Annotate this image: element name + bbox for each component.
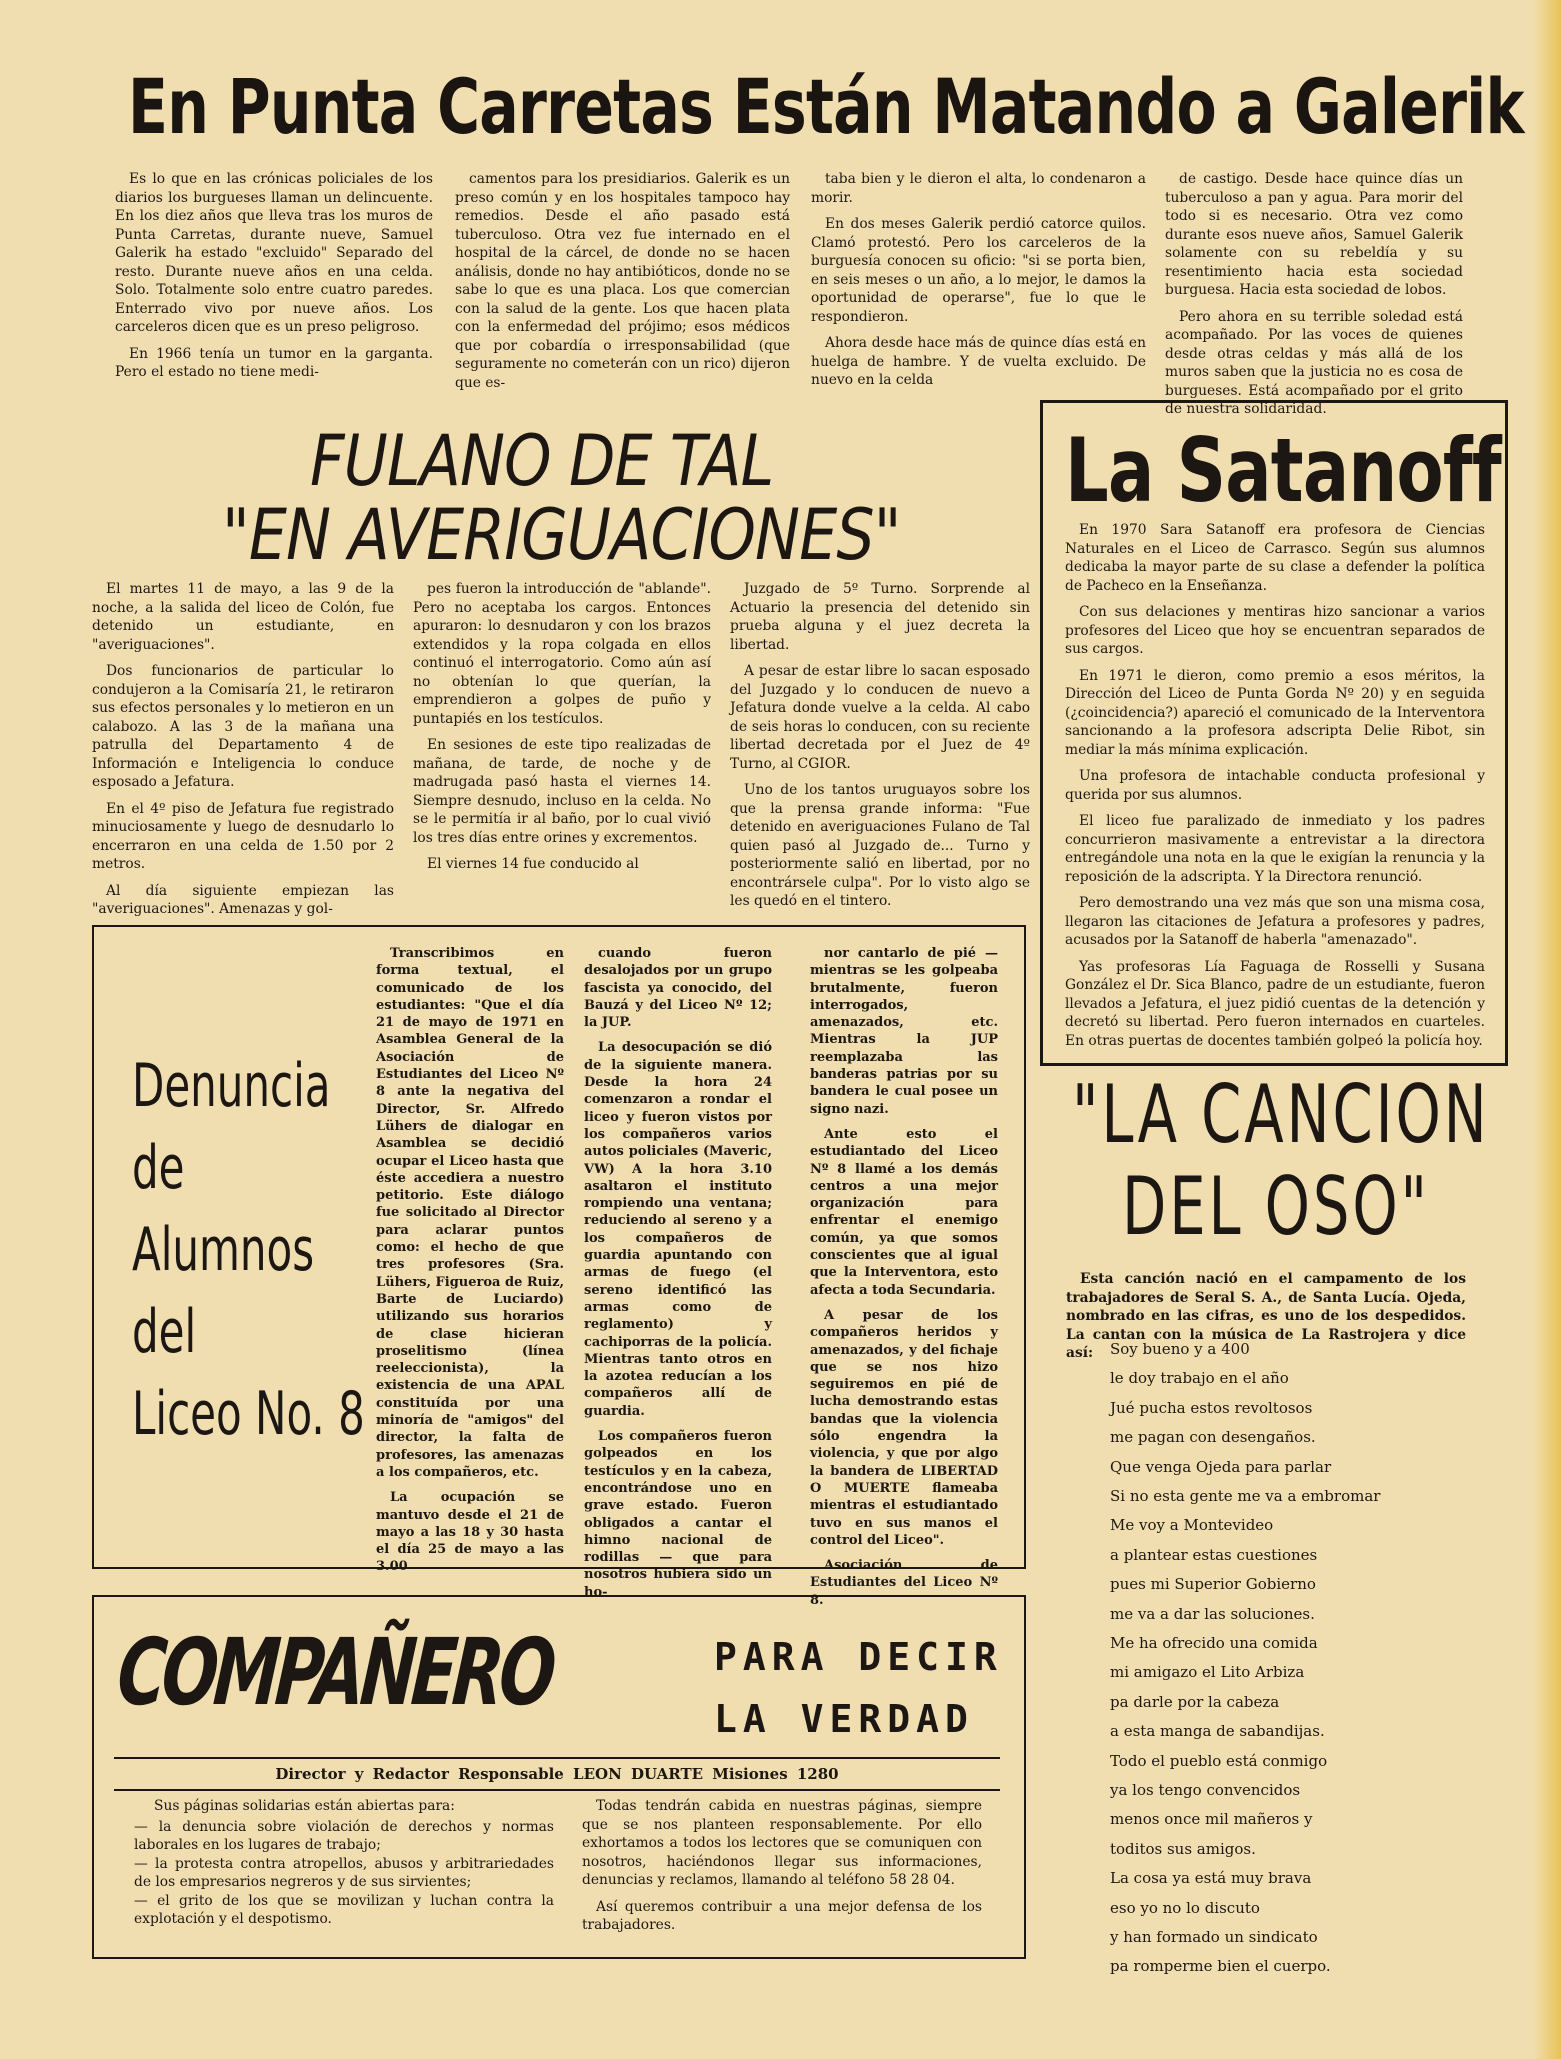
galerik-paragraph: Ahora desde hace más de quince días está en huelga de hambre. Y de vuelta excluido. De nuevo en la celda	[811, 335, 1146, 388]
denuncia-paragraph: Los compañeros fueron golpeados en los testículos y en la cabeza, encontrándose uno en grave estado. Fueron obligados a cantar el himno nacional de rodillas — que para nosotros hubiera sido un ho-	[584, 1429, 772, 1600]
fulano-headline-line-2: "EN AVERIGUACIONES"	[222, 494, 901, 576]
denuncia-paragraph: La desocupación se dió de la siguiente manera. Desde la hora 24 comenzaron a rondar el liceo y fueron vistos por los compañeros varios autos policiales (Maveric, VW) A la hora 3.10 asaltaron el instituto rompiendo una ventana; reduciendo al sereno y a los compañeros de guardia apuntando con armas de fuego (el sereno identificó las armas como de reglamento) y cachiporras de la policía. Mientras tanto otros en la azotea reducían a los compañeros allí de guardia.	[584, 1040, 772, 1419]
fulano-column-2	[413, 580, 711, 882]
fulano-paragraph: A pesar de estar libre lo sacan esposado del Juzgado y lo conducen de nuevo a Jefatura donde vuelve a la celda. Al cabo de seis horas lo conducen, con su reciente libertad decretada por el Juez de 4º Turno, al CGIOR.	[730, 663, 1030, 772]
denuncia-paragraph: cuando fueron desalojados por un grupo fascista ya conocido, del Bauzá y del Liceo Nº 12; la JUP.	[584, 946, 772, 1031]
fulano-paragraph: Juzgado de 5º Turno. Sorprende al Actuario la presencia del detenido sin prueba alguna y el juez decreta la libertad.	[730, 581, 1030, 653]
companero-left-intro: Sus páginas solidarias están abiertas para:	[154, 1798, 455, 1814]
companero-masthead: Director y Redactor Responsable LEON DUARTE Misiones 1280	[275, 1765, 839, 1783]
song-line: me va a dar las soluciones.	[1110, 1604, 1315, 1623]
fulano-paragraph: El viernes 14 fue conducido al	[427, 856, 639, 872]
companero-right-column	[582, 1797, 982, 1943]
song-line: pa darle por la cabeza	[1110, 1692, 1280, 1711]
fulano-paragraph: pes fueron la introducción de "ablande". Pero no aceptaba los cargos. Entonces apuraron: lo desnudaron y con los brazos extendidos y la ropa colgada en ellos continuó el interrogatorio. Como aún así no obtenían lo que querían, la emprendieron a golpes de puño y puntapiés en los testículos.	[413, 581, 711, 727]
galerik-paragraph: Pero ahora en su terrible soledad está acompañado. Por las voces de quienes desde otras celdas y más allá de los muros saben que la justicia no es cosa de burgueses. Está acompañado por el grito de nuestra solidaridad.	[1165, 308, 1463, 417]
companero-rule	[114, 1757, 1000, 1759]
satanoff-paragraph: En 1970 Sara Satanoff era profesora de Ciencias Naturales en el Liceo de Carrasco. Según sus alumnos dedicaba la mayor parte de su clase a defender la política de Pacheco en la Enseñanza.	[1065, 522, 1485, 594]
denuncia-paragraph: Transcribimos en forma textual, el comunicado de los estudiantes: "Que el día 21 de mayo de 1971 en Asamblea General de la Asociación de Estudiantes del Liceo Nº 8 ante la negativa del Director, Sr. Alfredo Lühers de dialogar en Asamblea se decidió ocupar el Liceo hasta que éste accediera a nuestro petitorio. Este diálogo fue solicitado al Director para aclarar puntos como: el hecho de que tres profesores (Sra. Lühers, Figueroa de Ruiz, Barte de Luciardo) utilizando sus horarios de clase hicieran proselitismo (línea reeleccionista), la existencia de una APAL constituída por una minoría de "amigos" del director, la falta de profesores, las amenazas a los compañeros, etc.	[376, 946, 564, 1480]
song-line: mi amigazo el Lito Arbiza	[1110, 1663, 1305, 1682]
galerik-paragraph: En dos meses Galerik perdió catorce quilos. Clamó protestó. Pero los carceleros de la burguesía conocen su oficio: "si se porta bien, en seis meses o un año, a lo mejor, le damos la oportunidad de operarse", fue lo que le respondieron.	[811, 216, 1146, 325]
companero-paragraph: Todas tendrán cabida en nuestras páginas, siempre que se nos planteen responsablemente. Por ello exhortamos a todos los lectores que se comuniquen con nosotros, haciéndonos llegar sus informaciones, denuncias y reclamos, llamando al teléfono 58 28 04.	[582, 1798, 982, 1888]
companero-ad-box	[92, 1595, 1026, 1959]
cancion-headline-line-2: DEL OSO"	[1122, 1160, 1430, 1253]
song-line: ya los tengo convencidos	[1110, 1781, 1301, 1799]
denuncia-paragraph: Ante esto el estudiantado del Liceo Nº 8 llamé a los demás centros a una mejor organización para enfrentar el enemigo común, ya que somos conscientes que al igual que la Interventora, esto afecta a toda Secundaria.	[810, 1126, 998, 1298]
song-line: Me voy a Montevideo	[1110, 1516, 1274, 1535]
fulano-paragraph: Al día siguiente empiezan las "averiguaciones". Amenazas y gol-	[92, 882, 394, 917]
song-line: pues mi Superior Gobierno	[1110, 1575, 1316, 1594]
song-line: a esta manga de sabandijas.	[1110, 1722, 1325, 1741]
galerik-paragraph: Es lo que en las crónicas policiales de los diarios los burgueses llaman un delincuente. En los diez años que lleva tras los muros de Punta Carretas, durante nueve, Samuel Galerik ha estado "excluido" Separado del resto. Durante nueve años en una celda. Solo. Totalmente solo entre cuatro paredes. Enterrado vivo por nueve años. Los carceleros dicen que es un preso peligroso.	[115, 171, 433, 335]
denuncia-title	[132, 1045, 382, 1455]
denuncia-title-line: Denuncia	[132, 1051, 331, 1121]
song-line: pa romperme bien el cuerpo.	[1110, 1957, 1331, 1976]
page-edge-shading	[1533, 0, 1561, 2059]
satanoff-paragraph: Una profesora de intachable conducta profesional y querida por sus alumnos.	[1065, 768, 1485, 803]
denuncia-paragraph: La ocupación se mantuvo desde el 21 de mayo a las 18 y 30 hasta el día 25 de mayo a las 3.00	[376, 1490, 564, 1575]
denuncia-column-2	[584, 945, 772, 1609]
denuncia-paragraph: A pesar de los compañeros heridos y amenazados, y del fichaje que se nos hizo seguiremos en pié de lucha demostrando estas bandas que la violencia sólo engendra la violencia, y que por algo la bandera de LIBERTAD O MUERTE flameaba mientras el estudiantado tuvo en sus manos el control del Liceo".	[810, 1307, 998, 1548]
article-denuncia-box	[92, 925, 1026, 1608]
song-line: Todo el pueblo está conmigo	[1110, 1751, 1328, 1770]
song-line: Soy bueno y a 400	[1110, 1340, 1250, 1358]
galerik-paragraph: camentos para los presidiarios. Galerik es un preso común y en los hospitales tampoco hay remedios. Desde el año pasado está tuberculoso. Otra vez fue internado en el hospital de la cárcel, de donde no se hacen análisis, donde no hay antibióticos, donde no se sabe lo que es una placa. Los que comercian con la salud de la gente. Los que hacen plata con la enfermedad del prójimo; esos médicos que por cobardía o irresponsabilidad (que seguramente no cometerán con un rico) dijeron que es-	[455, 171, 790, 391]
galerik-column-2	[455, 170, 790, 400]
song-line: Que venga Ojeda para parlar	[1110, 1457, 1332, 1476]
companero-tagline-1: PARA DECIR	[714, 1635, 1003, 1679]
cancion-verses	[1110, 1340, 1490, 1990]
companero-list-item: — la denuncia sobre violación de derechos y normas laborales en los lugares de trabajo;	[134, 1818, 554, 1853]
fulano-column-1	[92, 580, 394, 927]
denuncia-title-line: del	[132, 1297, 197, 1367]
fulano-headline-line-1: FULANO DE TAL	[310, 420, 774, 502]
satanoff-paragraph: Yas profesoras Lía Faguaga de Rosselli y Susana González el Dr. Sica Blanco, padre de un estudiante, fueron llevados a Jefatura, el juez pidió cuentas de la detención y decretó su libertad. Pero fueron internados en cuarteles. En otras puertas de docentes también golpeó la policía hoy.	[1065, 958, 1485, 1049]
cancion-headline-line-1: "LA CANCION	[1072, 1068, 1490, 1161]
denuncia-title-line: Alumnos	[132, 1215, 315, 1285]
companero-logo: COMPAÑERO	[113, 1619, 556, 1726]
cancion-intro: Esta canción nació en el campamento de los trabajadores de Seral S. A., de Santa Lucía. Ojeda, nombrado en las cifras, es uno de los despedidos. La cantan con la música de La Rastrojera y dice así:	[1066, 1271, 1466, 1361]
song-line: Si no esta gente me va a embromar	[1110, 1487, 1381, 1505]
companero-rule	[114, 1789, 1000, 1791]
song-line: y han formado un sindicato	[1110, 1928, 1318, 1946]
satanoff-headline: La Satanoff	[1065, 419, 1502, 522]
companero-paragraph: Así queremos contribuir a una mejor defensa de los trabajadores.	[582, 1898, 982, 1933]
denuncia-column-3	[810, 945, 998, 1617]
galerik-column-4	[1165, 170, 1463, 427]
companero-left-column	[134, 1797, 554, 1929]
denuncia-title-line: de	[132, 1133, 185, 1203]
song-line: me pagan con desengaños.	[1110, 1428, 1316, 1447]
denuncia-signature: Asociación de Estudiantes del Liceo Nº 8.	[810, 1558, 998, 1608]
galerik-paragraph: de castigo. Desde hace quince días un tuberculoso a pan y agua. Para morir del todo si es necesario. Otra vez como durante esos nueve años, Samuel Galerik solamente con su rebeldía y su resentimiento hacia esta sociedad burguesa. Hacia esta sociedad de lobos.	[1165, 171, 1463, 298]
satanoff-paragraph: El liceo fue paralizado de inmediato y los padres concurrieron masivamente a entrevistar a la directora entregándole una nota en la que le exigían la renuncia y la reposición de la adscripta. Y la Directora renunció.	[1065, 813, 1485, 885]
article-satanoff-box	[1040, 400, 1508, 1066]
galerik-paragraph: En 1966 tenía un tumor en la garganta. Pero el estado no tiene medi-	[115, 345, 433, 380]
galerik-column-3	[811, 170, 1146, 398]
fulano-paragraph: El martes 11 de mayo, a las 9 de la noche, a la salida del liceo de Colón, fue detenido un estudiante, en "averiguaciones".	[92, 581, 394, 653]
song-line: eso yo no lo discuto	[1110, 1898, 1260, 1917]
song-line: Me ha ofrecido una comida	[1110, 1634, 1318, 1652]
song-line: menos once mil mañeros y	[1110, 1810, 1313, 1829]
galerik-paragraph: taba bien y le dieron el alta, lo condenaron a morir.	[811, 171, 1146, 206]
denuncia-column-1	[376, 945, 564, 1584]
denuncia-paragraph: nor cantarlo de pié — mientras se les golpeaba brutalmente, fueron interrogados, amenazados, etc. Mientras la JUP reemplazaba las banderas patrias por su bandera le cual posee un signo nazi.	[810, 946, 998, 1117]
song-line: le doy trabajo en el año	[1110, 1369, 1289, 1388]
satanoff-body	[1065, 521, 1485, 1058]
song-line: La cosa ya está muy brava	[1110, 1869, 1312, 1888]
song-line: Jué pucha estos revoltosos	[1110, 1398, 1313, 1417]
satanoff-paragraph: Pero demostrando una vez más que son una misma cosa, llegaron las citaciones de Jefatura a profesores y padres, acusados por la Satanoff de haberla "amenazado".	[1065, 895, 1485, 948]
song-line: toditos sus amigos.	[1110, 1839, 1256, 1858]
song-line: a plantear estas cuestiones	[1110, 1545, 1318, 1564]
companero-list-item: — la protesta contra atropellos, abusos y arbitrariedades de los empresarios negreros y de sus sirvientes;	[134, 1855, 554, 1890]
satanoff-paragraph: En 1971 le dieron, como premio a esos méritos, la Dirección del Liceo de Punta Gorda Nº 20) y en seguida (¿coincidencia?) apareció el comunicado de la Interventora sancionando a la profesora adscripta Delie Ribot, sin mediar la más mínima explicación.	[1065, 667, 1485, 758]
fulano-paragraph: En el 4º piso de Jefatura fue registrado minuciosamente y luego de desnudarlo lo encerraron en una celda de 1.50 por 2 metros.	[92, 800, 394, 872]
fulano-paragraph: Dos funcionarios de particular lo condujeron a la Comisaría 21, le retiraron sus efectos personales y lo metieron en un calabozo. A las 3 de la mañana una patrulla del Departamento 4 de Información e Inteligencia lo conduce esposado a Jefatura.	[92, 663, 394, 790]
satanoff-paragraph: Con sus delaciones y mentiras hizo sancionar a varios profesores del Liceo que hoy se encuentran separados de sus cargos.	[1065, 604, 1485, 657]
fulano-paragraph: Uno de los tantos uruguayos sobre los que la prensa grande informa: "Fue detenido en averiguaciones Fulano de Tal quien pasó al Juzgado de... Turno y posteriormente salió en libertad, por no encontrársele culpa". Por lo visto algo se les quedó en el tintero.	[730, 782, 1030, 909]
fulano-column-3	[730, 580, 1030, 919]
companero-list-item: — el grito de los que se movilizan y luchan contra la explotación y el despotismo.	[134, 1892, 554, 1927]
denuncia-title-line: Liceo No. 8	[132, 1379, 365, 1449]
galerik-column-1	[115, 170, 433, 390]
galerik-headline: En Punta Carretas Están Matando a Galerik	[128, 62, 1524, 151]
fulano-paragraph: En sesiones de este tipo realizadas de mañana, de tarde, de noche y de madrugada pasó hasta el viernes 14. Siempre desnudo, incluso en la celda. No se le permitía ir al baño, por lo cual vivió los tres días entre orines y excrementos.	[413, 737, 711, 846]
companero-tagline-2: LA VERDAD	[714, 1697, 974, 1741]
